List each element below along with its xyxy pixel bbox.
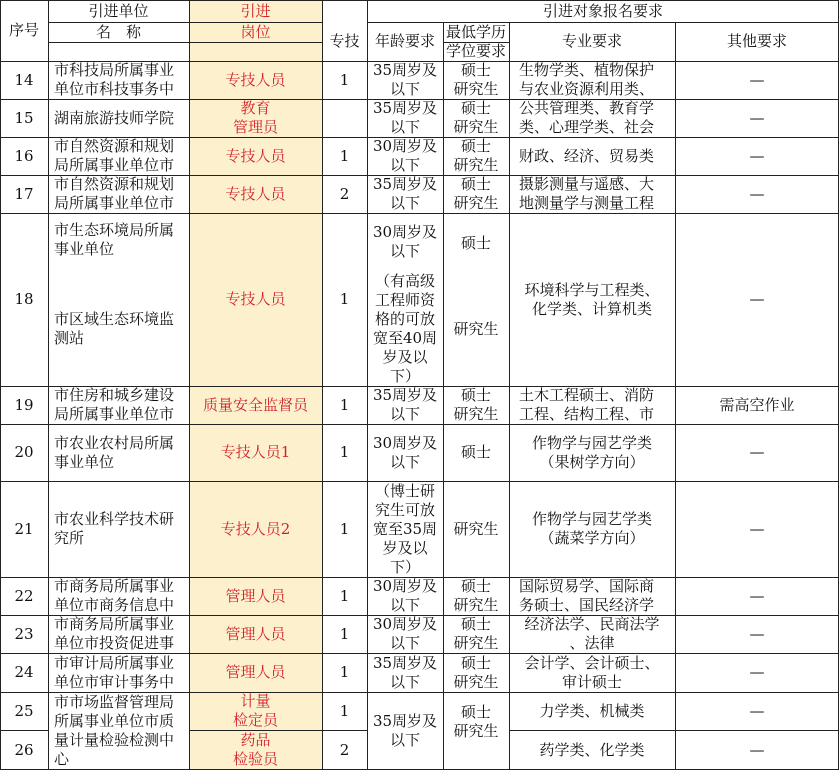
row-14-unit: 市科技局所属事业 单位市科技事务中: [54, 61, 175, 98]
row-24-count: 1: [339, 663, 350, 681]
row-26-post: 药品 检验员: [232, 731, 278, 768]
row-26-count: 2: [339, 740, 350, 759]
header-major: 专业要求: [561, 32, 622, 50]
row-17-age: 35周岁及 以下: [372, 175, 438, 212]
row-16-age: 30周岁及 以下: [372, 137, 438, 174]
header-unit-top: 引进单位: [88, 1, 149, 20]
header-count: 专技: [329, 32, 360, 50]
row-23-post: 管理人员: [225, 624, 286, 643]
row-15-seq: 15: [14, 108, 34, 127]
row-17-other: —: [749, 184, 765, 203]
row-20-seq: 20: [14, 443, 34, 461]
row-25-major: 力学类、机械类: [539, 701, 645, 720]
row-24-major: 会计学、会计硕士、 审计硕士: [524, 653, 660, 691]
row-21-major: 作物学与园艺学类 （蔬菜学方向）: [531, 510, 652, 547]
row-22-major: 国际贸易学、国际商 务硕士、国民经济学: [519, 577, 655, 614]
row-15-other: —: [749, 108, 765, 127]
row-18-post: 专技人员: [225, 290, 286, 308]
row-24-post: 管理人员: [225, 663, 286, 681]
row-14-count: 1: [339, 70, 350, 89]
row-20-unit: 市农业农村局所属 事业单位: [54, 433, 175, 471]
row-18-seq: 18: [14, 290, 34, 308]
row-25-edu: 硕士 研究生: [453, 703, 499, 740]
header-seq: 序号: [8, 21, 39, 39]
row-23-edu: 硕士 研究生: [453, 615, 499, 652]
row-20-other: —: [749, 443, 765, 461]
header-age: 年龄要求: [374, 32, 435, 50]
row-18-unit-b: 市区域生态环境监 测站: [54, 310, 175, 347]
row-19-post: 质量安全监督员: [202, 395, 308, 414]
row-15-major: 公共管理类、教育学 类、心理学类、社会: [519, 99, 655, 136]
row-17-unit: 市自然资源和规划 局所属事业单位市: [54, 175, 175, 212]
row-15-count: [322, 99, 367, 137]
row-18-edu-b: 研究生: [453, 319, 499, 338]
row-15-age: 35周岁及 以下: [372, 99, 438, 136]
row-23-unit: 市商务局所属事业 单位市投资促进事: [54, 615, 175, 652]
row-15-post: 教育 管理员: [232, 99, 278, 136]
row-25-post: 计量 检定员: [232, 692, 278, 729]
row-22-seq: 22: [14, 586, 34, 605]
row-15-unit: 湖南旅游技师学院: [54, 108, 175, 127]
row-26-major: 药学类、化学类: [539, 740, 645, 759]
row-19-edu: 硕士 研究生: [453, 386, 499, 423]
row-24-seq: 24: [14, 663, 34, 681]
row-24-age: 35周岁及 以下: [372, 653, 438, 691]
row-22-count: 1: [339, 586, 350, 605]
row-18-major: 环境科学与工程类、 化学类、计算机类: [524, 281, 660, 318]
row-18-age: 30周岁及 以下 （有高级 工程师资 格的可放 宽至40周 岁及以 下）: [372, 223, 438, 385]
header-edu-bottom: 学位要求: [445, 42, 506, 60]
row-14-post: 专技人员: [225, 70, 286, 89]
row-16-count: 1: [339, 146, 350, 165]
row-19-seq: 19: [14, 395, 34, 414]
row-17-post: 专技人员: [225, 184, 286, 203]
row-18-count: 1: [339, 290, 350, 308]
row-22-unit: 市商务局所属事业 单位市商务信息中: [54, 577, 175, 614]
row-16-seq: 16: [14, 146, 34, 165]
row-19-other: 需高空作业: [719, 395, 795, 414]
row-26-other: —: [749, 740, 765, 759]
row-23-age: 30周岁及 以下: [372, 615, 438, 652]
row-17-count: 2: [339, 184, 350, 203]
row-16-post: 专技人员: [225, 146, 286, 165]
row-25-count: 1: [339, 701, 350, 720]
row-26-seq: 26: [14, 740, 34, 759]
row-24-other: —: [749, 663, 765, 681]
header-post-bottom: 岗位: [240, 22, 271, 41]
row-21-unit: 市农业科学技术研 究所: [54, 510, 175, 547]
row-23-major: 经济法学、民商法学 、法律: [524, 615, 660, 652]
row-25-age: 35周岁及 以下: [372, 712, 438, 749]
row-20-count: 1: [339, 443, 350, 461]
row-20-edu: 硕士: [460, 443, 491, 461]
row-22-age: 30周岁及 以下: [372, 577, 438, 614]
row-15-edu: 硕士 研究生: [453, 99, 499, 136]
row-14-major: 生物学类、植物保护 与农业资源利用类、: [519, 61, 655, 98]
row-23-seq: 23: [14, 624, 34, 643]
row-21-age: （博士研 究生可放 宽至35周 岁及以 下）: [372, 481, 438, 576]
header-other: 其他要求: [726, 32, 787, 50]
row-19-unit: 市住房和城乡建设 局所属事业单位市: [54, 386, 175, 423]
header-post-top: 引进: [240, 1, 271, 20]
row-20-post: 专技人员1: [220, 443, 291, 461]
row-14-other: —: [749, 70, 765, 89]
row-25-unit: 市市场监督管理局 所属事业单位市质 量计量检验检测中 心: [54, 693, 175, 768]
row-19-age: 35周岁及 以下: [372, 386, 438, 423]
row-24-unit: 市审计局所属事业 单位市审计事务中: [54, 653, 175, 691]
row-22-other: —: [749, 586, 765, 605]
row-22-edu: 硕士 研究生: [453, 577, 499, 614]
header-req-group: 引进对象报名要求: [542, 1, 663, 20]
row-16-major: 财政、经济、贸易类: [519, 146, 655, 165]
row-21-other: —: [749, 519, 765, 538]
header-edu-top: 最低学历: [445, 22, 506, 41]
row-24-edu: 硕士 研究生: [453, 653, 499, 691]
row-22-post: 管理人员: [225, 586, 286, 605]
row-19-major: 土木工程硕士、消防 工程、结构工程、市: [519, 386, 655, 423]
row-25-other: —: [749, 701, 765, 720]
row-16-other: —: [749, 146, 765, 165]
row-21-seq: 21: [14, 519, 34, 538]
row-18-edu-a: 硕士: [460, 233, 491, 252]
row-23-count: 1: [339, 624, 350, 643]
row-25-seq: 25: [14, 701, 34, 720]
row-20-age: 30周岁及 以下: [372, 433, 438, 471]
row-21-edu: 研究生: [453, 519, 499, 538]
row-14-edu: 硕士 研究生: [453, 61, 499, 98]
row-17-major: 摄影测量与遥感、大 地测量学与测量工程: [519, 175, 655, 212]
row-21-post: 专技人员2: [220, 519, 291, 538]
header-unit-bottom: 名 称: [95, 22, 141, 41]
row-23-other: —: [749, 624, 765, 643]
row-18-other: —: [749, 290, 765, 308]
row-19-count: 1: [339, 395, 350, 414]
row-20-major: 作物学与园艺学类 （果树学方向）: [531, 433, 652, 471]
row-16-edu: 硕士 研究生: [453, 137, 499, 174]
row-18-unit-a: 市生态环境局所属 事业单位: [54, 221, 175, 258]
row-16-unit: 市自然资源和规划 局所属事业单位市: [54, 137, 175, 174]
row-14-age: 35周岁及 以下: [372, 61, 438, 98]
row-17-seq: 17: [14, 184, 34, 203]
row-21-count: 1: [339, 519, 350, 538]
row-14-seq: 14: [14, 70, 34, 89]
row-17-edu: 硕士 研究生: [453, 175, 499, 212]
